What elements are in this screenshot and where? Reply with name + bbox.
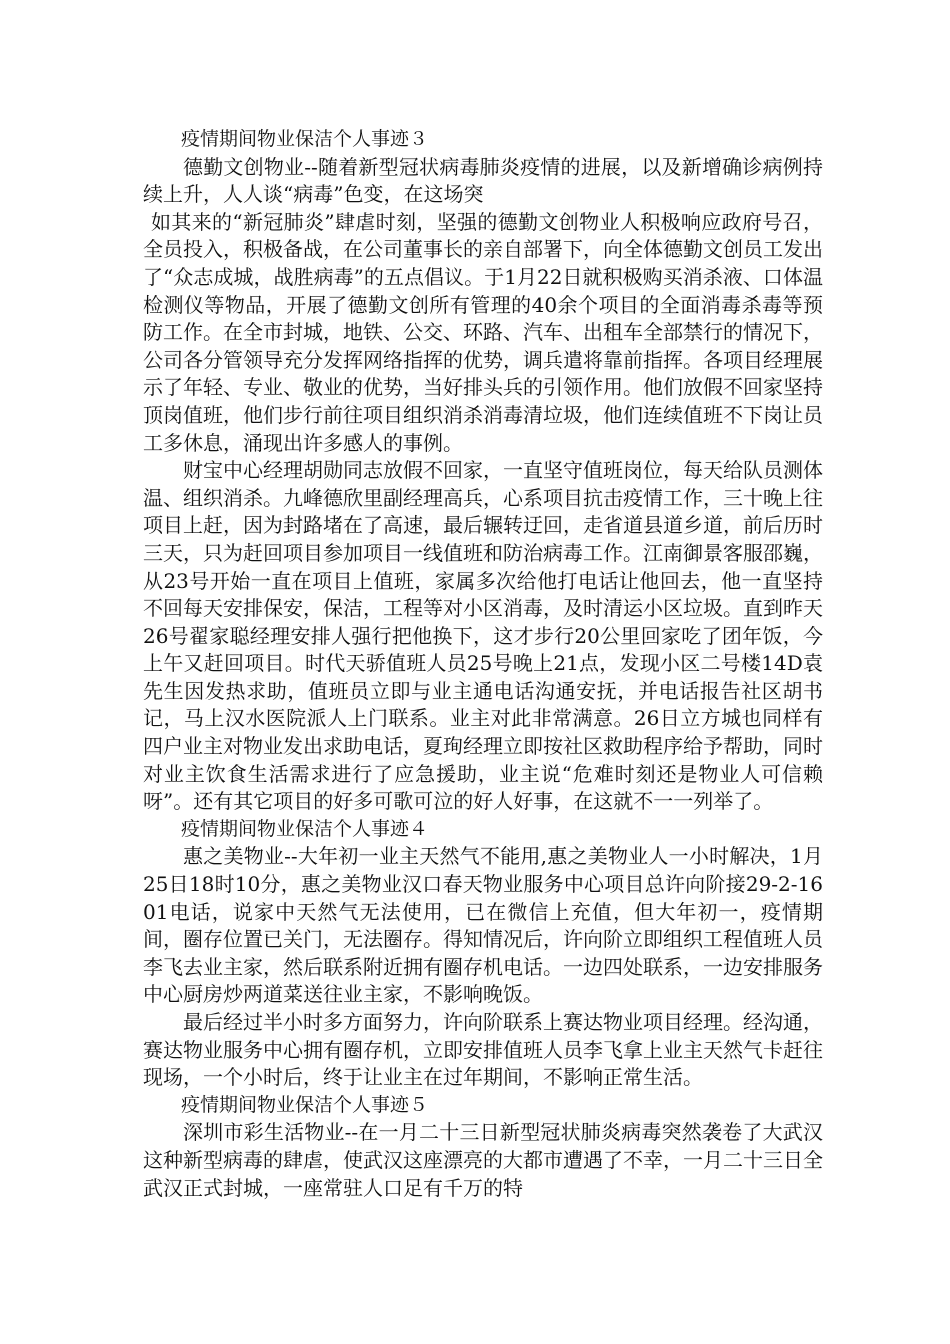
- paragraph: 财宝中心经理胡勋同志放假不回家，一直坚守值班岗位，每天给队员测体温、组织消杀。九峰德欣里副经理高兵，心系项目抗击疫情工作，三十晚上往项目上赶，因为封路堵在了高速，最后辗转迂回，走省道县道乡道，前后历时三天，只为赶回项目参加项目一线值班和防治病毒工作。江南御景客服邵巍，从23号开始一直在项目上值班，家属多次给他打电话让他回去，他一直坚持不回每天安排保安，保洁，工程等对小区消毒，及时清运小区垃圾。直到昨天26号翟家聪经理安排人强行把他换下，这才步行20公里回家吃了团年饭，今上午又赶回项目。时代天骄值班人员25号晚上21点，发现小区二号楼14D袁先生因发热求助，值班员立即与业主通电话沟通安抚，并电话报告社区胡书记，马上汉水医院派人上门联系。业主对此非常满意。26日立方城也同样有四户业主对物业发出求助电话，夏珣经理立即按社区救助程序给予帮助，同时对业主饮食生活需求进行了应急援助，业主说“危难时刻还是物业人可信赖呀”。还有其它项目的好多可歌可泣的好人好事，在这就不一一列举了。: [143, 458, 823, 814]
- paragraph: 德勤文创物业--随着新型冠状病毒肺炎疫情的进展，以及新增确诊病例持续上升，人人谈“病毒”色变，在这场突: [143, 154, 823, 207]
- paragraph: 最后经过半小时多方面努力，许向阶联系上赛达物业项目经理。经沟通，赛达物业服务中心拥有圈存机，立即安排值班人员李飞拿上业主天然气卡赶往现场，一个小时后，终于让业主在过年期间，不影响正常生活。: [143, 1010, 823, 1090]
- section-heading-5: 疫情期间物业保洁个人事迹５: [181, 1093, 429, 1116]
- paragraph: 惠之美物业--大年初一业主天然气不能用,惠之美物业人一小时解决，1月25日18时10分，惠之美物业汉口春天物业服务中心项目总许向阶接29-2-1601电话，说家中天然气无法使用，已在微信上充值，但大年初一，疫情期间，圈存位置已关门，无法圈存。得知情况后，许向阶立即组织工程值班人员李飞去业主家，然后联系附近拥有圈存机电话。一边四处联系，一边安排服务中心厨房炒两道菜送往业主家，不影响晚饭。: [143, 844, 823, 1007]
- section-heading-3: 疫情期间物业保洁个人事迹３: [181, 128, 429, 150]
- section-heading-4: 疫情期间物业保洁个人事迹４: [181, 817, 429, 840]
- paragraph: 深圳市彩生活物业--在一月二十三日新型冠状肺炎病毒突然袭卷了大武汉这种新型病毒的肆虐，使武汉这座漂亮的大都市遭遇了不幸，一月二十三日全武汉正式封城，一座常驻人口足有千万的特: [143, 1120, 823, 1200]
- paragraph: 如其来的“新冠肺炎”肆虐时刻，坚强的德勤文创物业人积极响应政府号召，全员投入，积极备战，在公司董事长的亲自部署下，向全体德勤文创员工发出了“众志成城，战胜病毒”的五点倡议。于1月22日就积极购买消杀液、口体温检测仪等物品，开展了德勤文创所有管理的40余个项目的全面消毒杀毒等预防工作。在全市封城，地铁、公交、环路、汽车、出租车全部禁行的情况下，公司各分管领导充分发挥网络指挥的优势，调兵遣将靠前指挥。各项目经理展示了年轻、专业、敬业的优势，当好排头兵的引领作用。他们放假不回家坚持顶岗值班，他们步行前往项目组织消杀消毒清垃圾，他们连续值班不下岗让员工多休息，涌现出许多感人的事例。: [143, 209, 823, 455]
- document-page: [143, 126, 823, 1202]
